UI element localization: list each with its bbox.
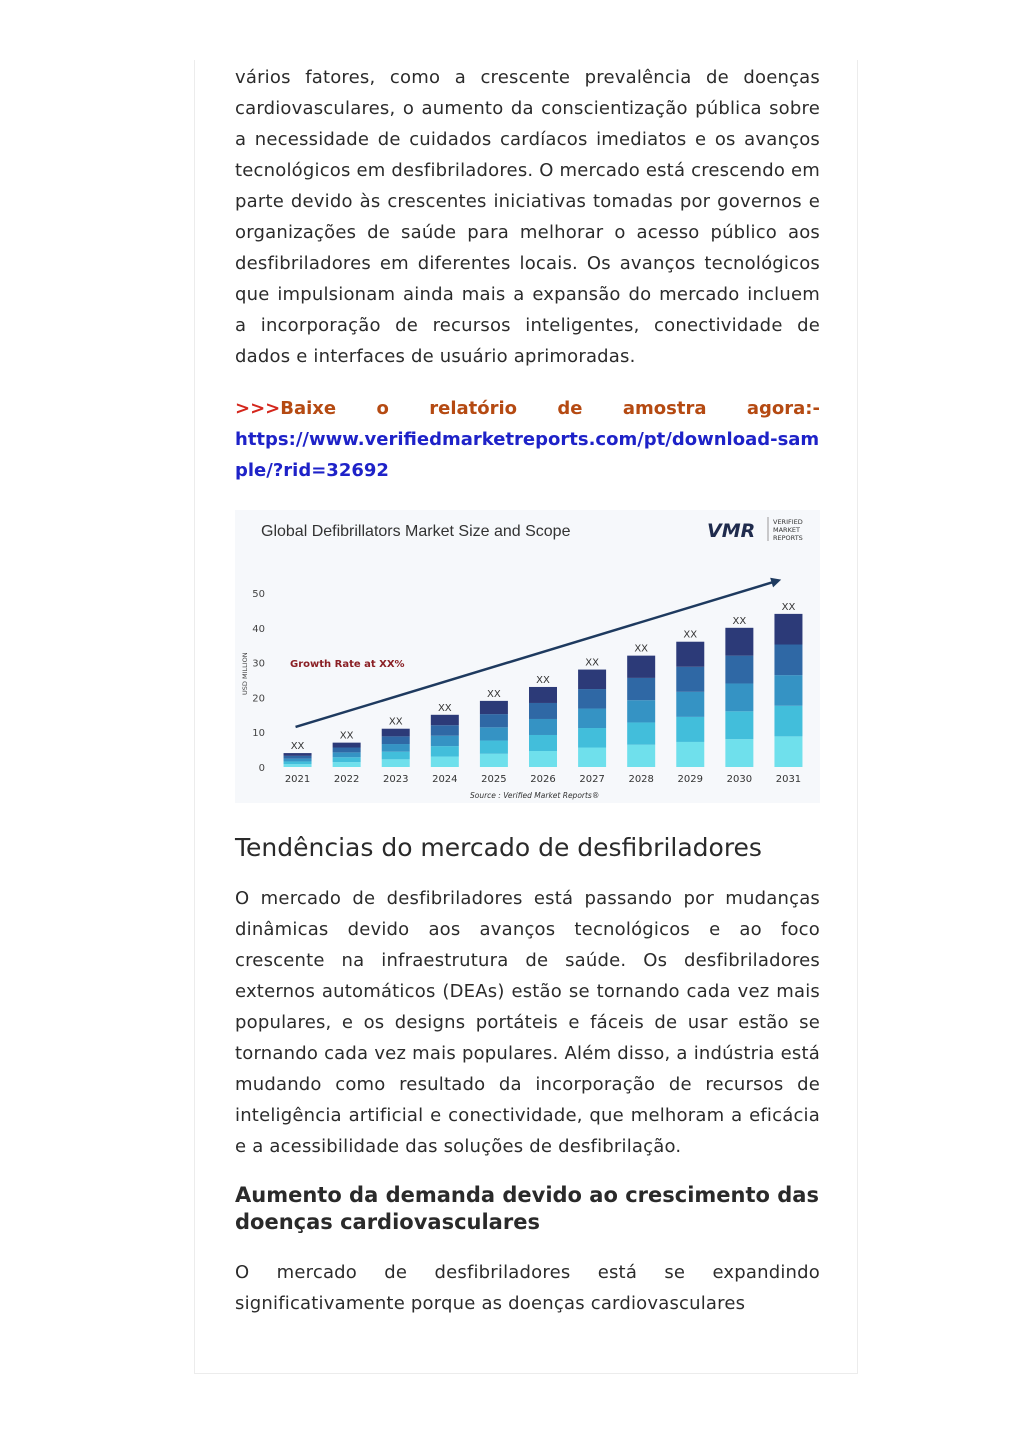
bar-segment (284, 759, 312, 762)
bar-segment (431, 725, 459, 735)
section2-paragraph: O mercado de desfibriladores está se expandindo significativamente porque as doenças cardiovasculares (235, 1262, 820, 1314)
y-tick-label: 20 (252, 693, 265, 705)
growth-rate-annotation: Growth Rate at XX% (290, 659, 405, 670)
cta-arrows: >>> (235, 398, 281, 419)
bar-segment (676, 667, 704, 692)
bar-segment (382, 729, 410, 737)
bar-segment (725, 656, 753, 684)
bar-2023 (382, 729, 410, 767)
bar-segment (627, 656, 655, 678)
market-size-chart (235, 510, 820, 803)
chart-title: Global Defibrillators Market Size and Scope (261, 523, 571, 540)
bar-segment (431, 757, 459, 767)
bar-segment (480, 741, 508, 754)
bar-segment (725, 683, 753, 711)
vmr-logo-text-1: VERIFIED (773, 518, 803, 526)
x-tick-label: 2023 (383, 774, 409, 785)
bar-segment (676, 717, 704, 742)
bar-value-label: XX (781, 601, 796, 613)
x-axis-ticks (285, 774, 801, 785)
bar-segment (627, 722, 655, 744)
bar-segment (284, 756, 312, 759)
bar-segment (382, 744, 410, 752)
sample-download-cta (235, 393, 820, 486)
section1-paragraph: O mercado de desfibriladores está passando por mudanças dinâmicas devido aos avanços tecnológicos e ao foco crescente na infraestrutura de saúde. Os desfibriladores externos automáticos (DEAs) estão se tornando cada vez mais populares, e os designs portáteis e fáceis de usar estão se tornando cada vez mais populares. Além disso, a indústria está mudando como resultado da incorporação de recursos de inteligência artificial e conectividade, que melhoram a eficácia e a acessibilidade das soluções de desfibrilação. (235, 888, 820, 1157)
vmr-logo-mark: VMR (707, 520, 756, 542)
bar-segment (529, 751, 557, 767)
bar-segment (774, 645, 802, 676)
bar-segment (480, 714, 508, 727)
bar-segment (284, 764, 312, 767)
chart-svg (235, 510, 820, 803)
bar-segment (578, 709, 606, 728)
y-tick-label: 10 (252, 728, 265, 740)
bar-value-label: XX (732, 615, 747, 627)
bar-segment (578, 689, 606, 708)
y-axis-ticks (252, 589, 265, 774)
bar-value-label: XX (683, 629, 698, 641)
bar-segment (333, 743, 361, 748)
section1-heading: Tendências do mercado de desfibriladores (235, 833, 762, 862)
bar-value-label: XX (339, 730, 354, 742)
bar-segment (382, 736, 410, 744)
x-tick-label: 2026 (530, 774, 556, 785)
bar-2025 (480, 701, 508, 767)
bar-2027 (578, 670, 606, 767)
bar-segment (578, 670, 606, 689)
x-tick-label: 2030 (726, 774, 753, 785)
bar-segment (627, 678, 655, 700)
trend-arrowhead (770, 578, 781, 588)
bar-segment (333, 752, 361, 757)
bar-2030 (725, 628, 753, 767)
bar-2021 (284, 753, 312, 767)
bar-segment (480, 754, 508, 767)
bar-segment (725, 628, 753, 656)
chart-source: Source : Verified Market Reports® (470, 791, 600, 800)
bar-2026 (529, 687, 557, 767)
bar-2029 (676, 642, 704, 767)
bar-2031 (774, 614, 802, 767)
bar-2028 (627, 656, 655, 767)
intro-paragraph: vários fatores, como a crescente prevalência de doenças cardiovasculares, o aumento da conscientização pública sobre a necessidade de cuidados cardíacos imediatos e os avanços tecnológicos em desfibriladores. O mercado está crescendo em parte devido às crescentes iniciativas tomadas por governos e organizações de saúde para melhorar o acesso público aos desfibriladores em diferentes locais. Os avanços tecnológicos que impulsionam ainda mais a expansão do mercado incluem a incorporação de recursos inteligentes, conectividade de dados e interfaces de usuário aprimoradas. (235, 67, 820, 367)
y-tick-label: 50 (252, 589, 265, 600)
cta-word-6: agora:- (746, 398, 820, 419)
y-tick-label: 40 (252, 623, 265, 635)
x-tick-label: 2027 (579, 774, 605, 785)
x-tick-label: 2021 (284, 774, 311, 785)
vmr-logo (707, 517, 803, 542)
bar-segment (480, 727, 508, 740)
bar-segment (676, 742, 704, 767)
chart-bars (284, 614, 803, 767)
x-tick-label: 2031 (775, 774, 802, 785)
bar-segment (333, 762, 361, 767)
bar-value-label: XX (585, 657, 599, 669)
sample-download-link[interactable]: https://www.verifiedmarketreports.com/pt/download-sample/?rid=32692 (235, 429, 820, 481)
bar-value-label: XX (437, 702, 452, 714)
x-tick-label: 2024 (432, 774, 458, 785)
cta-word-baixe: Baixe (280, 398, 337, 419)
bar-segment (676, 692, 704, 717)
bar-segment (529, 719, 557, 735)
x-tick-label: 2028 (628, 774, 654, 785)
bar-segment (382, 752, 410, 760)
bar-value-label: XX (634, 643, 649, 655)
bar-segment (676, 642, 704, 667)
bar-segment (529, 703, 557, 719)
bar-segment (627, 700, 655, 722)
y-tick-label: 0 (258, 763, 265, 774)
bar-segment (431, 746, 459, 756)
bar-segment (382, 759, 410, 767)
bar-segment (774, 736, 802, 767)
bar-segment (480, 701, 508, 714)
bar-2022 (333, 743, 361, 767)
bar-segment (774, 675, 802, 706)
bar-segment (578, 728, 606, 747)
cta-word-3: relatório (429, 398, 518, 419)
x-tick-label: 2022 (333, 774, 360, 785)
bar-segment (431, 736, 459, 746)
article-content (235, 60, 820, 1319)
bar-segment (284, 761, 312, 764)
chart-ylabel: USD MILLION (241, 652, 249, 695)
bar-segment (578, 748, 606, 767)
article-page (194, 60, 858, 1374)
x-tick-label: 2029 (677, 774, 703, 785)
bar-segment (529, 735, 557, 751)
bar-value-label: XX (536, 674, 550, 686)
bar-segment (774, 614, 802, 645)
cta-word-5: amostra (622, 398, 707, 419)
vmr-logo-text-3: REPORTS (773, 534, 803, 542)
bar-value-label: XX (290, 741, 305, 753)
bar-segment (725, 739, 753, 767)
bar-segment (529, 687, 557, 703)
bar-segment (774, 706, 802, 737)
vmr-logo-text-2: MARKET (773, 526, 800, 534)
bar-segment (333, 748, 361, 753)
bar-segment (284, 753, 312, 756)
bar-segment (431, 715, 459, 725)
bar-value-label: XX (487, 688, 501, 700)
bar-segment (627, 745, 655, 767)
cta-text (235, 393, 820, 424)
cta-word-2: o (376, 398, 389, 419)
x-tick-label: 2025 (481, 774, 507, 785)
bar-2024 (431, 715, 459, 767)
cta-word-1 (235, 393, 336, 424)
y-tick-label: 30 (252, 658, 265, 670)
cta-word-4: de (557, 398, 583, 419)
bar-value-label: XX (388, 716, 403, 728)
bar-segment (333, 757, 361, 762)
bar-segment (725, 711, 753, 739)
section2-heading: Aumento da demanda devido ao crescimento das doenças cardiovasculares (235, 1183, 819, 1234)
